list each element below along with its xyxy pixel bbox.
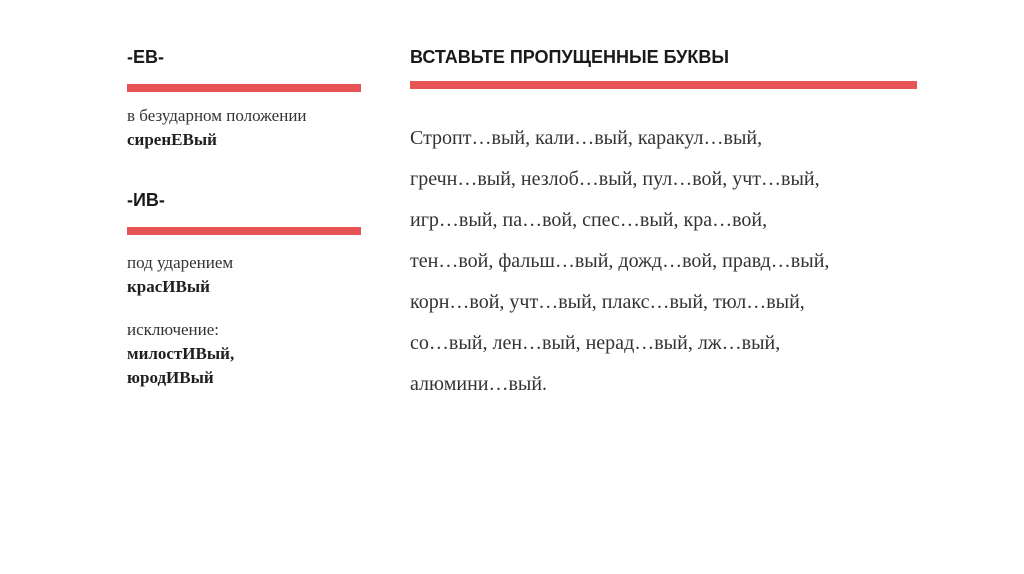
exercise-line: тен…вой, фальш…вый, дожд…вой, правд…вый,: [410, 250, 830, 272]
exercise-heading: ВСТАВЬТЕ ПРОПУЩЕННЫЕ БУКВЫ: [410, 47, 729, 67]
exercise-line: алюмини…вый.: [410, 373, 548, 395]
exercise-line: гречн…вый, незлоб…вый, пул…вой, учт…вый,: [410, 168, 820, 190]
rules-column: [127, 46, 361, 390]
iv-heading: -ИВ-: [127, 190, 165, 210]
exercise-line: корн…вой, учт…вый, плакс…вый, тюл…вый,: [410, 291, 805, 313]
iv-heading-underline: [127, 227, 361, 235]
iv-note: под ударением: [127, 253, 234, 272]
exception-example: милостИВый,: [127, 344, 235, 363]
exercise-line: игр…вый, па…вой, спес…вый, кра…вой,: [410, 209, 768, 231]
ev-note: в безударном положении: [127, 106, 307, 125]
exercise-line: со…вый, лен…вый, нерад…вый, лж…вый,: [410, 332, 781, 354]
ev-example: сиренЕВый: [127, 130, 217, 149]
ev-heading: -ЕВ-: [127, 47, 164, 67]
exercise-line: Стропт…вый, кали…вый, каракул…вый,: [410, 127, 763, 149]
iv-description: [127, 251, 361, 299]
ev-block: [127, 46, 361, 152]
exception-example: юродИВый: [127, 368, 214, 387]
iv-example: красИВый: [127, 277, 210, 296]
ev-heading-underline: [127, 84, 361, 92]
exercise-heading-underline: [410, 81, 917, 89]
exception-label: исключение:: [127, 320, 219, 339]
exercise-text: [410, 118, 917, 405]
exercise-column: [410, 46, 917, 405]
exception-block: [127, 318, 361, 390]
ev-description: [127, 104, 361, 152]
iv-block: [127, 189, 361, 390]
